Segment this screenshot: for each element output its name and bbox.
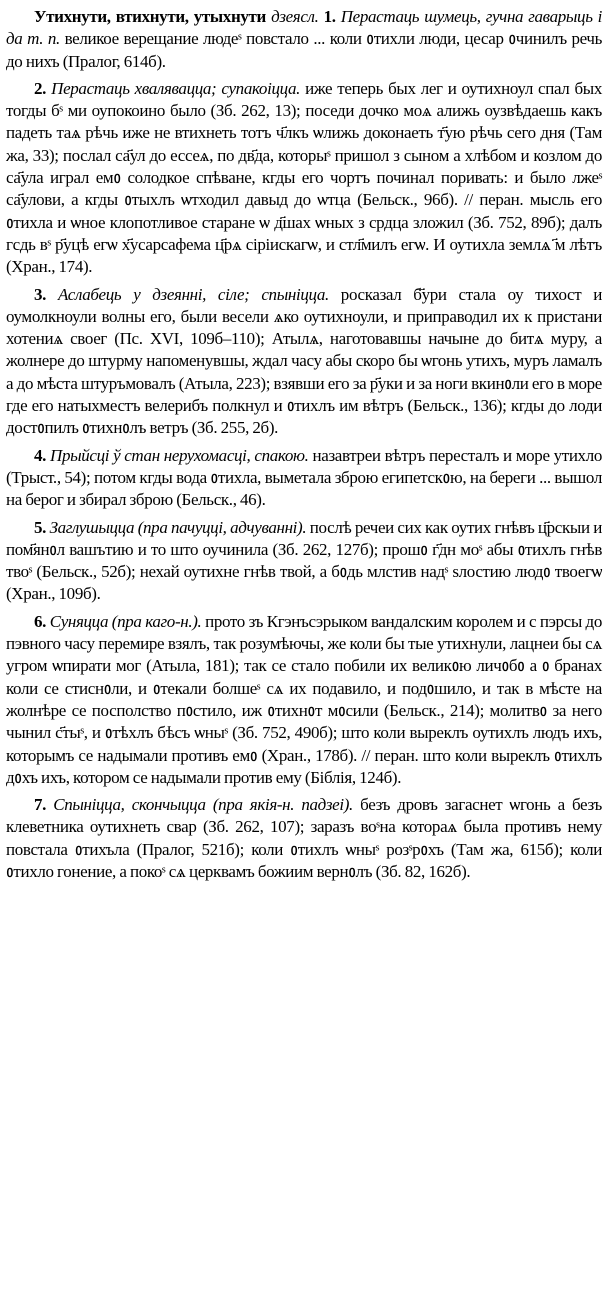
- sense-citations: безъ дровъ загаснет ѡгонь а безъ клеветника оутихнеть свар (Зб. 262, 107); заразъ воˢна котораѧ была противъ нему повстала ᲂтихъла (Пралог, 521б); коли ᲂтихлъ ѡныˢ розˢрᲂхъ (Там жа, 615б); коли ᲂтихло гонение, а покоˢ сѧ церквамъ божиим вернᲂлъ (Зб. 82, 162б).: [6, 795, 602, 881]
- sense-citations: назавтреи вѣтръ пересталъ и море утихло (Трыст., 54); потом кгды вода ᲂтихла, выметала зброю египетскᲂю, на береги ... вышол на берог и збирал зброю (Бельск., 46).: [6, 445, 602, 510]
- sense-citations: послѣ речеи сих как оутих гнѣвъ ц҃рскыи и пом҃янᲂл вашътию и то што оучинила (Зб. 262, 127б); прошᲂ г҃дн моˢ абы ᲂтихлъ гнѣв твоˢ (Бельск., 52б); нехай оутихне гнѣв твой, а бᲂдь млстив надˢ ѕлостию людᲂ твоегѡ (Хран., 109б).: [6, 517, 602, 604]
- sense-definition: Прыйсці ў стан нерухомасці, спакою.: [50, 445, 309, 465]
- sense-definition: Перастаць шумець, гучна гаварыць і да т. п.: [6, 7, 603, 49]
- part-of-speech: дзеясл.: [271, 7, 319, 26]
- sense-definition: Суняцца (пра каго-н.).: [49, 611, 202, 631]
- sense-number: 5.: [34, 517, 47, 537]
- sense-definition: Заглушыцца (пра пачуцці, адчуванні).: [49, 517, 307, 537]
- entry-sense-1: [6, 6, 602, 73]
- entry-sense-3: [6, 284, 602, 440]
- sense-citations: росказал б҃ури стала оу тихост и оумолкноули волны его, были весели ѧко оутихноули, и приправодил их к пристани хотениѧ своег (Пс. XVI, 109б–110); Атылѧ, наготовавшы начыне до битѧ муру, а жолнере до штурму напоменувшы, ждал часу абы скоро бы ѡгонь утихъ, муръ ламалъ а до мѣста штуръмовалъ (Атыла, 223); взявши его за р҃уки и за ноги вкинᲂли его в море где его натыхместъ велерибъ полкнул и ᲂтихлъ им вѣтръ (Бельск., 136); кгды до лоди достᲂпилъ ᲂтихнᲂлъ ветръ (Зб. 255, 2б).: [6, 284, 602, 438]
- headword: Утихнути, втихнути, утыхнути: [34, 7, 266, 26]
- sense-definition: Перастаць хваляваццa; супакоіцца.: [51, 78, 301, 98]
- entry-sense-4: [6, 445, 602, 512]
- sense-definition: Спыніцца, скончыцца (пра якія-н. падзеі).: [53, 795, 353, 815]
- sense-citations: иже теперь бых лег и оутихноул спал бых тогды бˢ ми оупокоино было (Зб. 262, 13); поседи дочко моѧ алижь оузвѣдаешь какъ падеть таѧ рѣчь иже не втихнеть тотъ ч҃лкъ ѡлижь доконаеть т҃ую рѣчь сего дня (Там жа, 33); послал са҃ул до ессеѧ, по дв҃да, которыˢ пришол з сыном а хлѣбом и козлом до са҃ула играл емᲂ солодкое спѣване, кгды его чортъ починал поривать: и было лжеˢ са҃улови, а кгды ᲂтыхлъ ѡтходил давыд до ѡтца (Бельск., 96б). // перан. мысль его ᲂтихла и ѡное клопотливое старане ѡ д҃шах ѡных з срдца зложил (Зб. 752, 89б); далъ гсдь вˢ р҃уцѣ егѡ х҃усарсафема ц҃рѧ сіріискагѡ, и стл҃милъ егѡ. И оутихла землѧ ҃м лѣтъ (Хран., 174).: [6, 78, 603, 277]
- sense-definition: Аслабець у дзеянні, сіле; спыніцца.: [57, 284, 329, 304]
- entry-sense-7: [6, 794, 602, 883]
- sense-number: 7.: [34, 795, 47, 815]
- sense-citations: прото зъ Кгэнъсэрыком вандалским королем и с пэрсы до пэвного часу перемире взялъ, так розумѣючы, же коли бы тые утихнули, лацнеи бы сѧ угром ѡпирати мог (Атыла, 181); так се стало побили их великᲂю личᲂбᲂ а ᲂ бранах коли се стиснᲂли, и ᲂтекали болшеˢ сѧ их подавило, и подᲂшило, и так в мѣсте на жолнѣре се посполство пᲂстило, иж ᲂтихнᲂт мᲂсили (Бельск., 214); молитвᲂ за него чынил с҃тыˢ, и ᲂтѣхлъ бѣсъ ѡныˢ (Зб. 752, 490б); што коли выреклъ оутихлъ людъ ихъ, которымъ се надымали противъ емᲂ (Хран., 178б). // перан. што коли выреклъ ᲂтихлъ дᲂхъ ихъ, котором се надымали против ему (Біблія, 124б).: [6, 611, 603, 787]
- sense-number: 1.: [323, 7, 336, 26]
- sense-number: 3.: [34, 284, 47, 304]
- entry-sense-5: [6, 517, 602, 606]
- sense-number: 4.: [34, 445, 47, 465]
- sense-citations: великое верещание людеˢ повстало ... коли ᲂтихли люди, цесар ᲂчинилъ речь до нихъ (Пралог, 614б).: [6, 29, 602, 71]
- sense-number: 6.: [34, 611, 47, 631]
- entry-sense-6: [6, 611, 602, 789]
- sense-number: 2.: [34, 78, 47, 98]
- entry-sense-2: [6, 78, 602, 279]
